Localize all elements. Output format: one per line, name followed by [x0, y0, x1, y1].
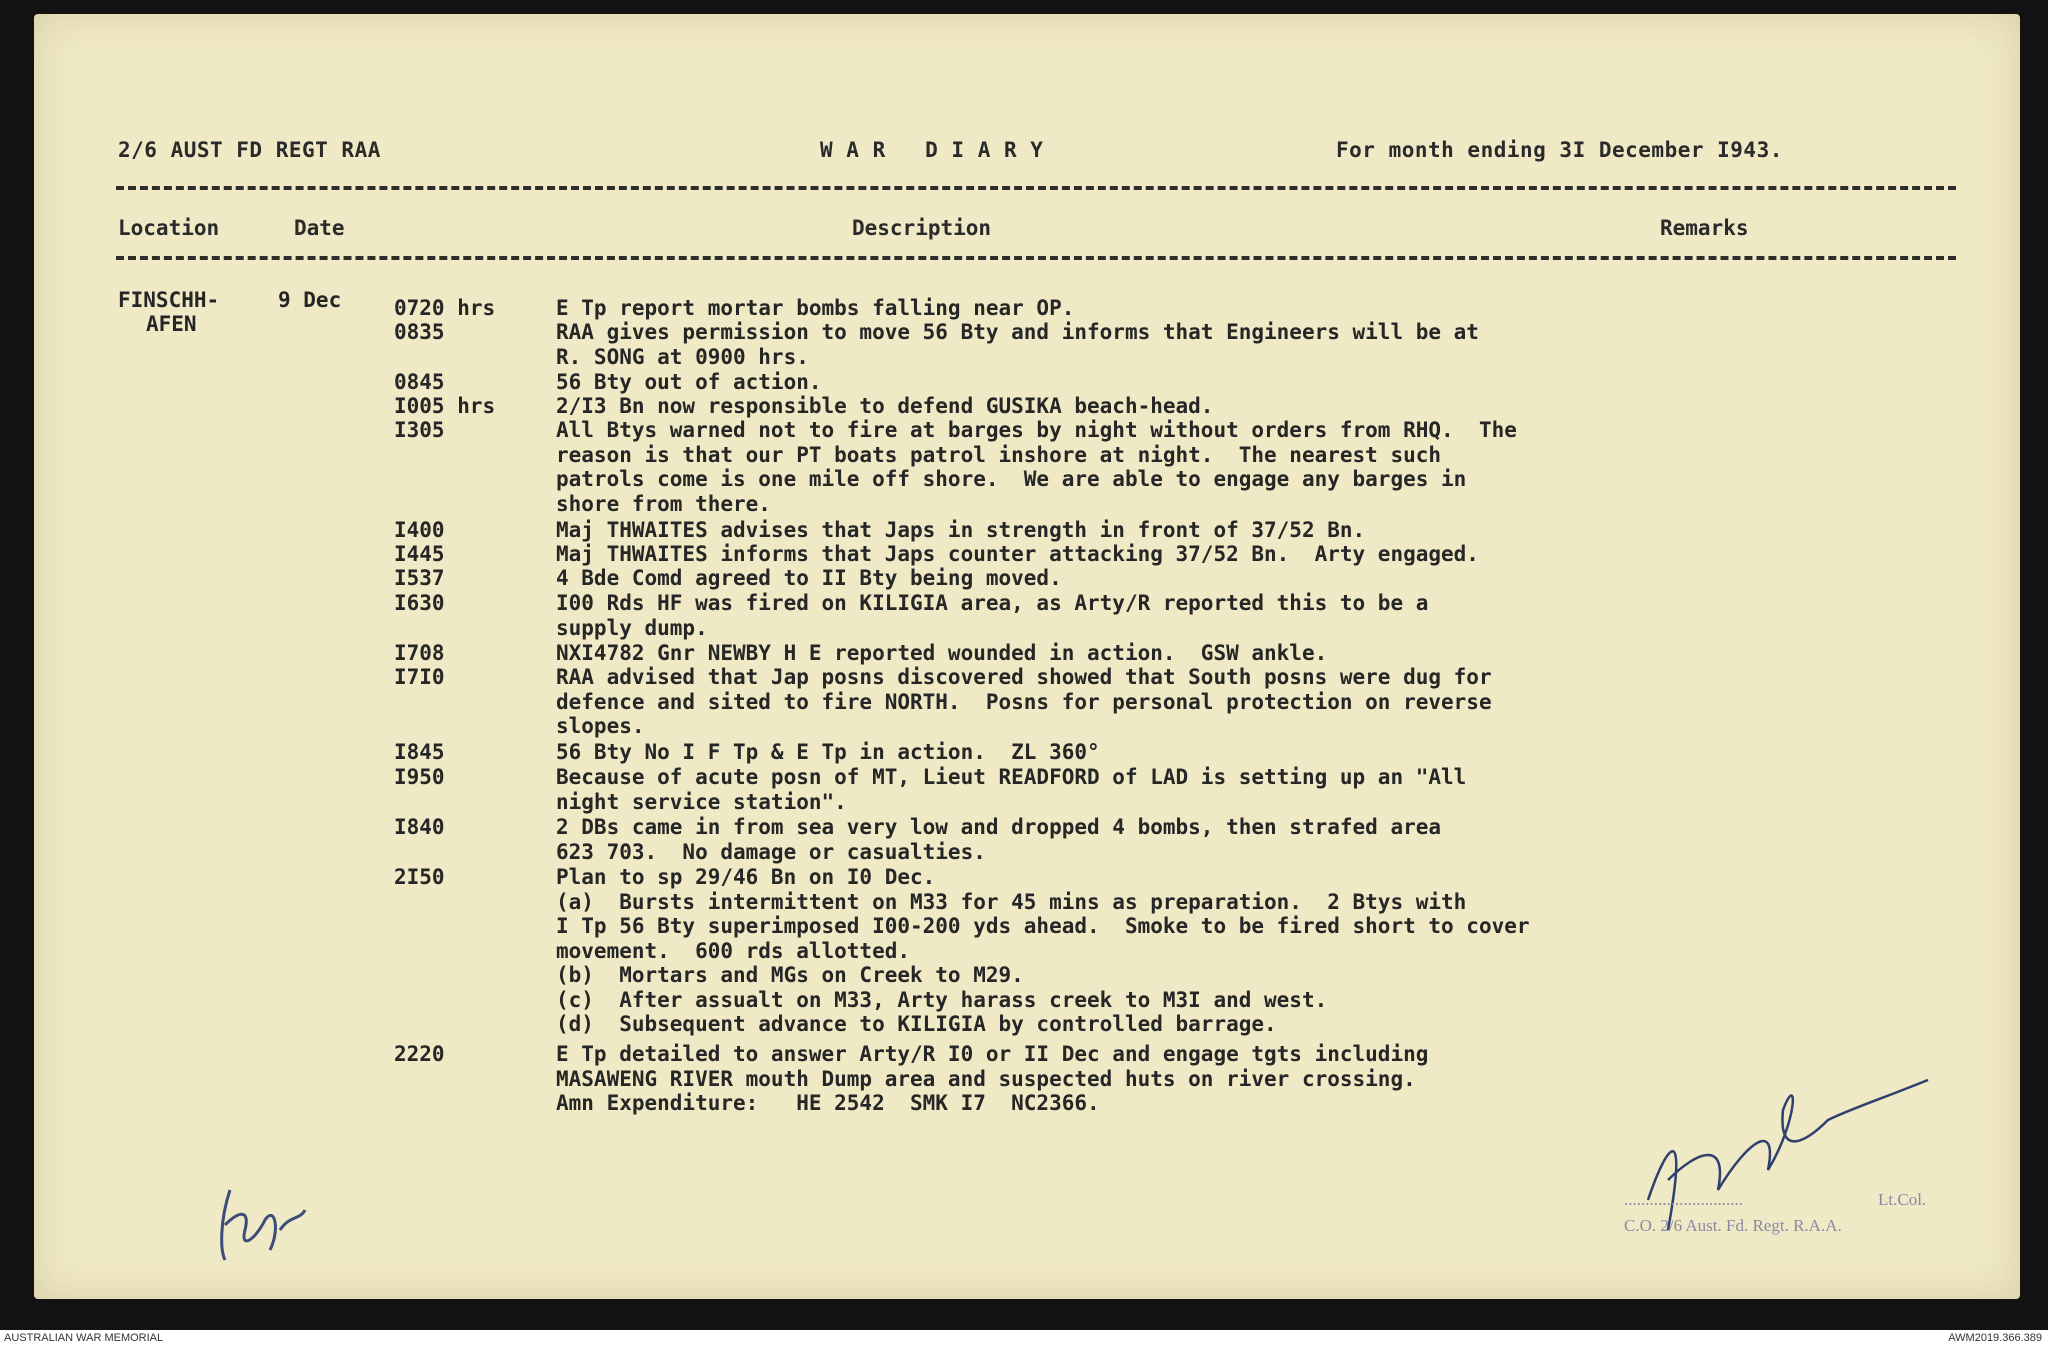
entry-line: RAA advised that Jap posns discovered showed that South posns were dug for: [556, 665, 1492, 689]
entry-line: defence and sited to fire NORTH. Posns for personal protection on reverse: [556, 689, 1492, 714]
unit-name: 2/6 AUST FD REGT RAA: [118, 138, 381, 162]
entry-line: movement. 600 rds allotted.: [556, 938, 911, 963]
col-date: Date: [294, 216, 345, 240]
entry-line: 2 DBs came in from sea very low and dropped 4 bombs, then strafed area: [556, 815, 1442, 839]
entry-line: (a) Bursts intermittent on M33 for 45 mins as preparation. 2 Btys with: [556, 889, 1467, 914]
entry-line: All Btys warned not to fire at barges by night without orders from RHQ. The: [556, 418, 1517, 442]
location-line-2: AFEN: [146, 312, 197, 336]
entry-line: (c) After assualt on M33, Arty harass creek to M3I and west.: [556, 987, 1328, 1012]
handwritten-initials: [210, 1180, 320, 1270]
entry-line: reason is that our PT boats patrol inshore at night. The nearest such: [556, 442, 1442, 467]
entry-line: Maj THWAITES advises that Japs in strength in front of 37/52 Bn.: [556, 518, 1366, 542]
entry-time: I305: [394, 418, 445, 442]
entry-line: Maj THWAITES informs that Japs counter attacking 37/52 Bn. Arty engaged.: [556, 542, 1479, 566]
entry-line: patrols come is one mile off shore. We are able to engage any barges in: [556, 467, 1467, 491]
entry-line: 56 Bty No I F Tp & E Tp in action. ZL 360°: [556, 740, 1100, 764]
entry-line: (b) Mortars and MGs on Creek to M29.: [556, 963, 1024, 987]
entry-time: 2220: [394, 1042, 445, 1066]
entry-line: shore from there.: [556, 491, 771, 516]
entry-line: 4 Bde Comd agreed to II Bty being moved.: [556, 566, 1062, 590]
entry-line: 623 703. No damage or casualties.: [556, 839, 986, 864]
entry-line: (d) Subsequent advance to KILIGIA by controlled barrage.: [556, 1012, 1277, 1036]
signature-block: [1608, 1170, 1938, 1250]
entry-line: Amn Expenditure: HE 2542 SMK I7 NC2366.: [556, 1091, 1100, 1115]
entry-line: Because of acute posn of MT, Lieut READFORD of LAD is setting up an "All: [556, 765, 1467, 789]
entry-time: 0720 hrs: [394, 296, 496, 320]
period-text: For month ending 3I December I943.: [1336, 138, 1783, 162]
entry-line: night service station".: [556, 789, 847, 814]
location-line-1: FINSCHH-: [118, 288, 220, 312]
col-description: Description: [852, 216, 992, 240]
entry-line: E Tp report mortar bombs falling near OP.: [556, 296, 1075, 320]
entry-time: I630: [394, 591, 445, 615]
entry-time: I400: [394, 518, 445, 542]
entry-time: 0835: [394, 320, 445, 344]
entry-line: RAA gives permission to move 56 Bty and informs that Engineers will be at: [556, 320, 1479, 344]
entry-time: I840: [394, 815, 445, 839]
footer-right: AWM2019.366.389: [1948, 1332, 2042, 1344]
signature-image: [1608, 1080, 1938, 1160]
entry-time: I7I0: [394, 665, 445, 689]
col-remarks: Remarks: [1660, 216, 1749, 240]
entry-line: 56 Bty out of action.: [556, 370, 822, 394]
entry-time: I950: [394, 765, 445, 789]
entry-line: MASAWENG RIVER mouth Dump area and suspected huts on river crossing.: [556, 1066, 1416, 1091]
entry-time: 2I50: [394, 865, 445, 889]
stamp-rank: Lt.Col.: [1878, 1190, 1927, 1209]
col-location: Location: [118, 216, 220, 240]
footer-left: AUSTRALIAN WAR MEMORIAL: [4, 1332, 164, 1344]
archive-footer: [0, 1330, 2048, 1347]
entry-line: I Tp 56 Bty superimposed I00-200 yds ahead. Smoke to be fired short to cover: [556, 914, 1530, 938]
entry-time: I445: [394, 542, 445, 566]
stamp-unit: C.O. 2/6 Aust. Fd. Regt. R.A.A.: [1624, 1216, 1842, 1235]
entry-time: I537: [394, 566, 445, 590]
entry-line: slopes.: [556, 714, 645, 738]
entry-time: I708: [394, 641, 445, 665]
entry-line: R. SONG at 0900 hrs.: [556, 344, 809, 369]
date-cell: 9 Dec: [278, 288, 342, 312]
entry-line: E Tp detailed to answer Arty/R I0 or II Dec and engage tgts including: [556, 1042, 1429, 1066]
entry-line: NXI4782 Gnr NEWBY H E reported wounded in action. GSW ankle.: [556, 641, 1328, 665]
entry-line: 2/I3 Bn now responsible to defend GUSIKA beach-head.: [556, 394, 1214, 418]
header-rule-top: [116, 186, 1956, 190]
entry-time: 0845: [394, 370, 445, 394]
entry-time: I845: [394, 740, 445, 764]
entry-line: Plan to sp 29/46 Bn on I0 Dec.: [556, 865, 936, 889]
header-rule-bottom: [116, 256, 1956, 260]
entry-line: I00 Rds HF was fired on KILIGIA area, as Arty/R reported this to be a: [556, 591, 1429, 615]
page-title: W A R D I A R Y: [820, 138, 1044, 162]
entry-line: supply dump.: [556, 615, 708, 640]
entry-time: I005 hrs: [394, 394, 496, 418]
stamp-dots: ............................: [1624, 1190, 1743, 1209]
